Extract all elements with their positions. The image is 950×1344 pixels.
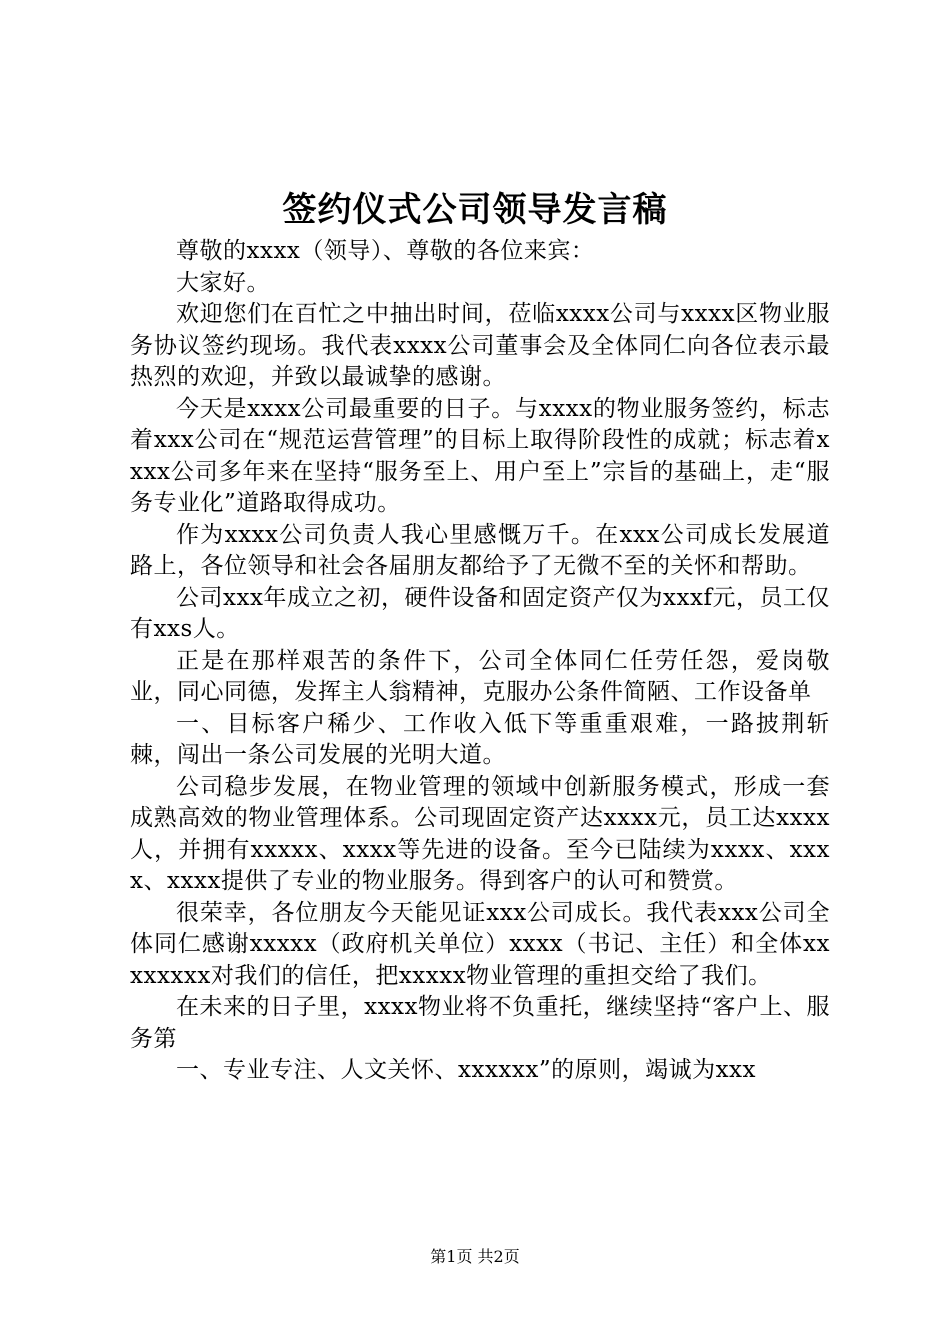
paragraph: 尊敬的xxxx（领导）、尊敬的各位来宾：	[176, 238, 595, 264]
paragraph: 今天是xxxx公司最重要的日子。与xxxx的物业服务签约，标志着xxx公司在“规范运营管理”的目标上取得阶段性的成就；标志着xxxx公司多年来在坚持“服务至上、用户至上”宗旨的基础上，走“服务专业化”道路取得成功。	[130, 395, 830, 516]
document-title: 签约仪式公司领导发言稿	[282, 190, 668, 230]
paragraph: 在未来的日子里，xxxx物业将不负重托，继续坚持“客户上、服务第	[130, 994, 830, 1052]
page-footer: 第1页 共2页	[430, 1247, 520, 1266]
paragraph: 公司稳步发展，在物业管理的领域中创新服务模式，形成一套成熟高效的物业管理体系。公司现固定资产达xxxx元，员工达xxxx人，并拥有xxxxx、xxxx等先进的设备。至今已陆续为xxxx、xxxx、xxxx提供了专业的物业服务。得到客户的认可和赞赏。	[130, 773, 830, 894]
paragraph: 很荣幸，各位朋友今天能见证xxx公司成长。我代表xxx公司全体同仁感谢xxxxx（政府机关单位）xxxx（书记、主任）和全体xxxxxxxx对我们的信任，把xxxxx物业管理的重担交给了我们。	[130, 899, 830, 989]
paragraph: 正是在那样艰苦的条件下，公司全体同仁任劳任怨，爱岗敬业，同心同德，发挥主人翁精神，克服办公条件简陋、工作设备单	[130, 647, 830, 705]
document-body	[130, 236, 830, 1087]
paragraph: 公司xxx年成立之初，硬件设备和固定资产仅为xxxf元，员工仅有xxs人。	[130, 584, 830, 642]
paragraph: 欢迎您们在百忙之中抽出时间，莅临xxxx公司与xxxx区物业服务协议签约现场。我代表xxxx公司董事会及全体同仁向各位表示最热烈的欢迎，并致以最诚挚的感谢。	[130, 301, 830, 390]
paragraph: 大家好。	[176, 269, 270, 296]
paragraph: 一、目标客户稀少、工作收入低下等重重艰难，一路披荆斩棘，闯出一条公司发展的光明大道。	[130, 710, 830, 768]
paragraph: 作为xxxx公司负责人我心里感慨万千。在xxx公司成长发展道路上，各位领导和社会各届朋友都给予了无微不至的关怀和帮助。	[130, 521, 830, 579]
paragraph: 一、专业专注、人文关怀、xxxxxx”的原则，竭诚为xxx	[176, 1057, 756, 1083]
